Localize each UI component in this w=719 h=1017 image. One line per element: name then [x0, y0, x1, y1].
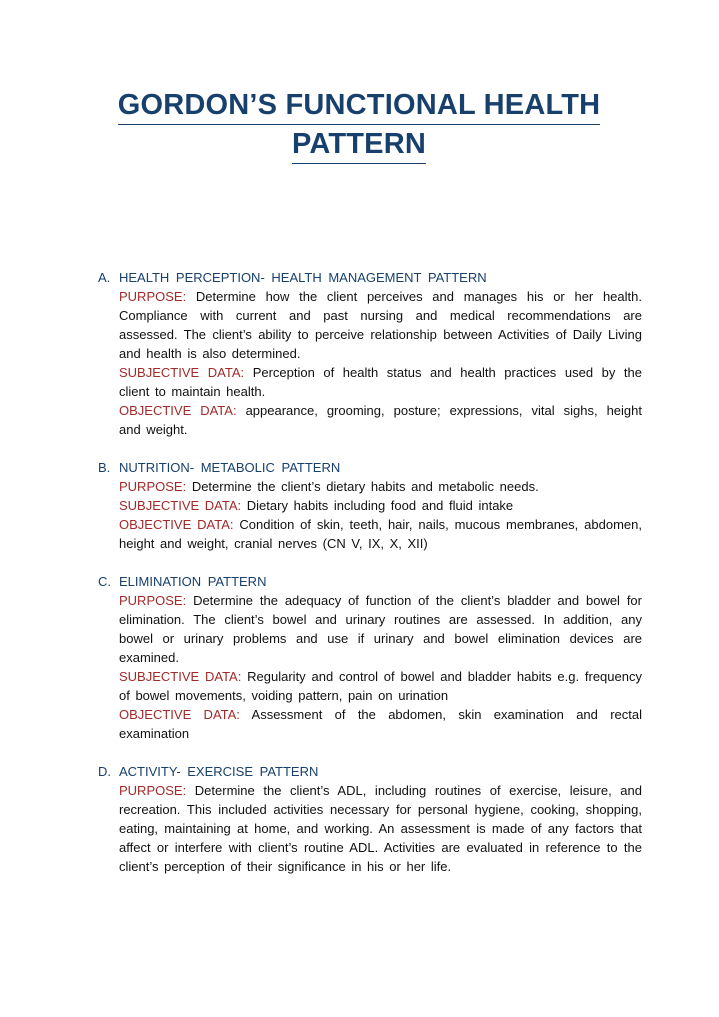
section-title: NUTRITION- METABOLIC PATTERN: [119, 460, 341, 475]
pattern-list: [98, 268, 642, 895]
title-line-2: PATTERN: [292, 125, 426, 164]
objective-paragraph: [119, 515, 642, 553]
section-letter: A.: [98, 270, 111, 285]
section-title: ELIMINATION PATTERN: [119, 574, 267, 589]
objective-text: appearance, grooming, posture; expressions, vital sighs, height and weight.: [119, 403, 642, 437]
page-title: [96, 86, 622, 164]
objective-paragraph: [119, 705, 642, 743]
objective-text: Assessment of the abdomen, skin examination and rectal examination: [119, 707, 643, 741]
section-title: HEALTH PERCEPTION- HEALTH MANAGEMENT PATTERN: [119, 270, 487, 285]
objective-label: OBJECTIVE DATA:: [119, 707, 240, 722]
section-heading: [98, 762, 642, 781]
section-heading: [98, 268, 642, 287]
objective-label: OBJECTIVE DATA:: [119, 517, 234, 532]
subjective-paragraph: [119, 667, 642, 705]
subjective-label: SUBJECTIVE DATA:: [119, 365, 245, 380]
purpose-label: PURPOSE:: [119, 289, 187, 304]
purpose-label: PURPOSE:: [119, 479, 187, 494]
subjective-paragraph: [119, 496, 642, 515]
objective-paragraph: [119, 401, 642, 439]
section-health-perception: [98, 268, 642, 439]
title-line-1: GORDON’S FUNCTIONAL HEALTH: [118, 86, 601, 125]
section-elimination: [98, 572, 642, 743]
subjective-text: Dietary habits including food and fluid intake: [246, 498, 514, 513]
section-letter: B.: [98, 460, 111, 475]
objective-label: OBJECTIVE DATA:: [119, 403, 237, 418]
subjective-label: SUBJECTIVE DATA:: [119, 669, 242, 684]
purpose-text: Determine how the client perceives and manages his or her health. Compliance with current and past nursing and medical recommendations are assessed. The client’s ability to perceive relationship between Activities of Daily Living and health is also determined.: [119, 289, 642, 361]
section-activity-exercise: [98, 762, 642, 876]
section-letter: D.: [98, 764, 111, 779]
section-heading: [98, 572, 642, 591]
section-letter: C.: [98, 574, 111, 589]
subjective-text: Perception of health status and health practices used by the client to maintain health.: [119, 365, 642, 399]
purpose-label: PURPOSE:: [119, 593, 187, 608]
subjective-paragraph: [119, 363, 642, 401]
objective-text: Condition of skin, teeth, hair, nails, mucous membranes, abdomen, height and weight, cranial nerves (CN V, IX, X, XII): [119, 517, 642, 551]
purpose-paragraph: [119, 591, 642, 667]
subjective-label: SUBJECTIVE DATA:: [119, 498, 242, 513]
section-nutrition-metabolic: [98, 458, 642, 553]
purpose-paragraph: [119, 287, 642, 363]
purpose-paragraph: [119, 781, 642, 876]
subjective-text: Regularity and control of bowel and bladder habits e.g. frequency of bowel movements, voiding pattern, pain on urination: [119, 669, 642, 703]
purpose-text: Determine the client’s ADL, including routines of exercise, leisure, and recreation. This included activities necessary for personal hygiene, cooking, shopping, eating, maintaining at home, and working. An assessment is made of any factors that affect or interfere with client’s routine ADL. Activities are evaluated in reference to the client’s perception of their significance in his or her life.: [119, 783, 642, 874]
purpose-text: Determine the client’s dietary habits and metabolic needs.: [191, 479, 539, 494]
purpose-text: Determine the adequacy of function of the client’s bladder and bowel for elimination. The client’s bowel and urinary routines are assessed. In addition, any bowel or urinary problems and use if urinary and bowel elimination devices are examined.: [119, 593, 642, 665]
purpose-paragraph: [119, 477, 642, 496]
section-title: ACTIVITY- EXERCISE PATTERN: [119, 764, 319, 779]
purpose-label: PURPOSE:: [119, 783, 187, 798]
section-heading: [98, 458, 642, 477]
